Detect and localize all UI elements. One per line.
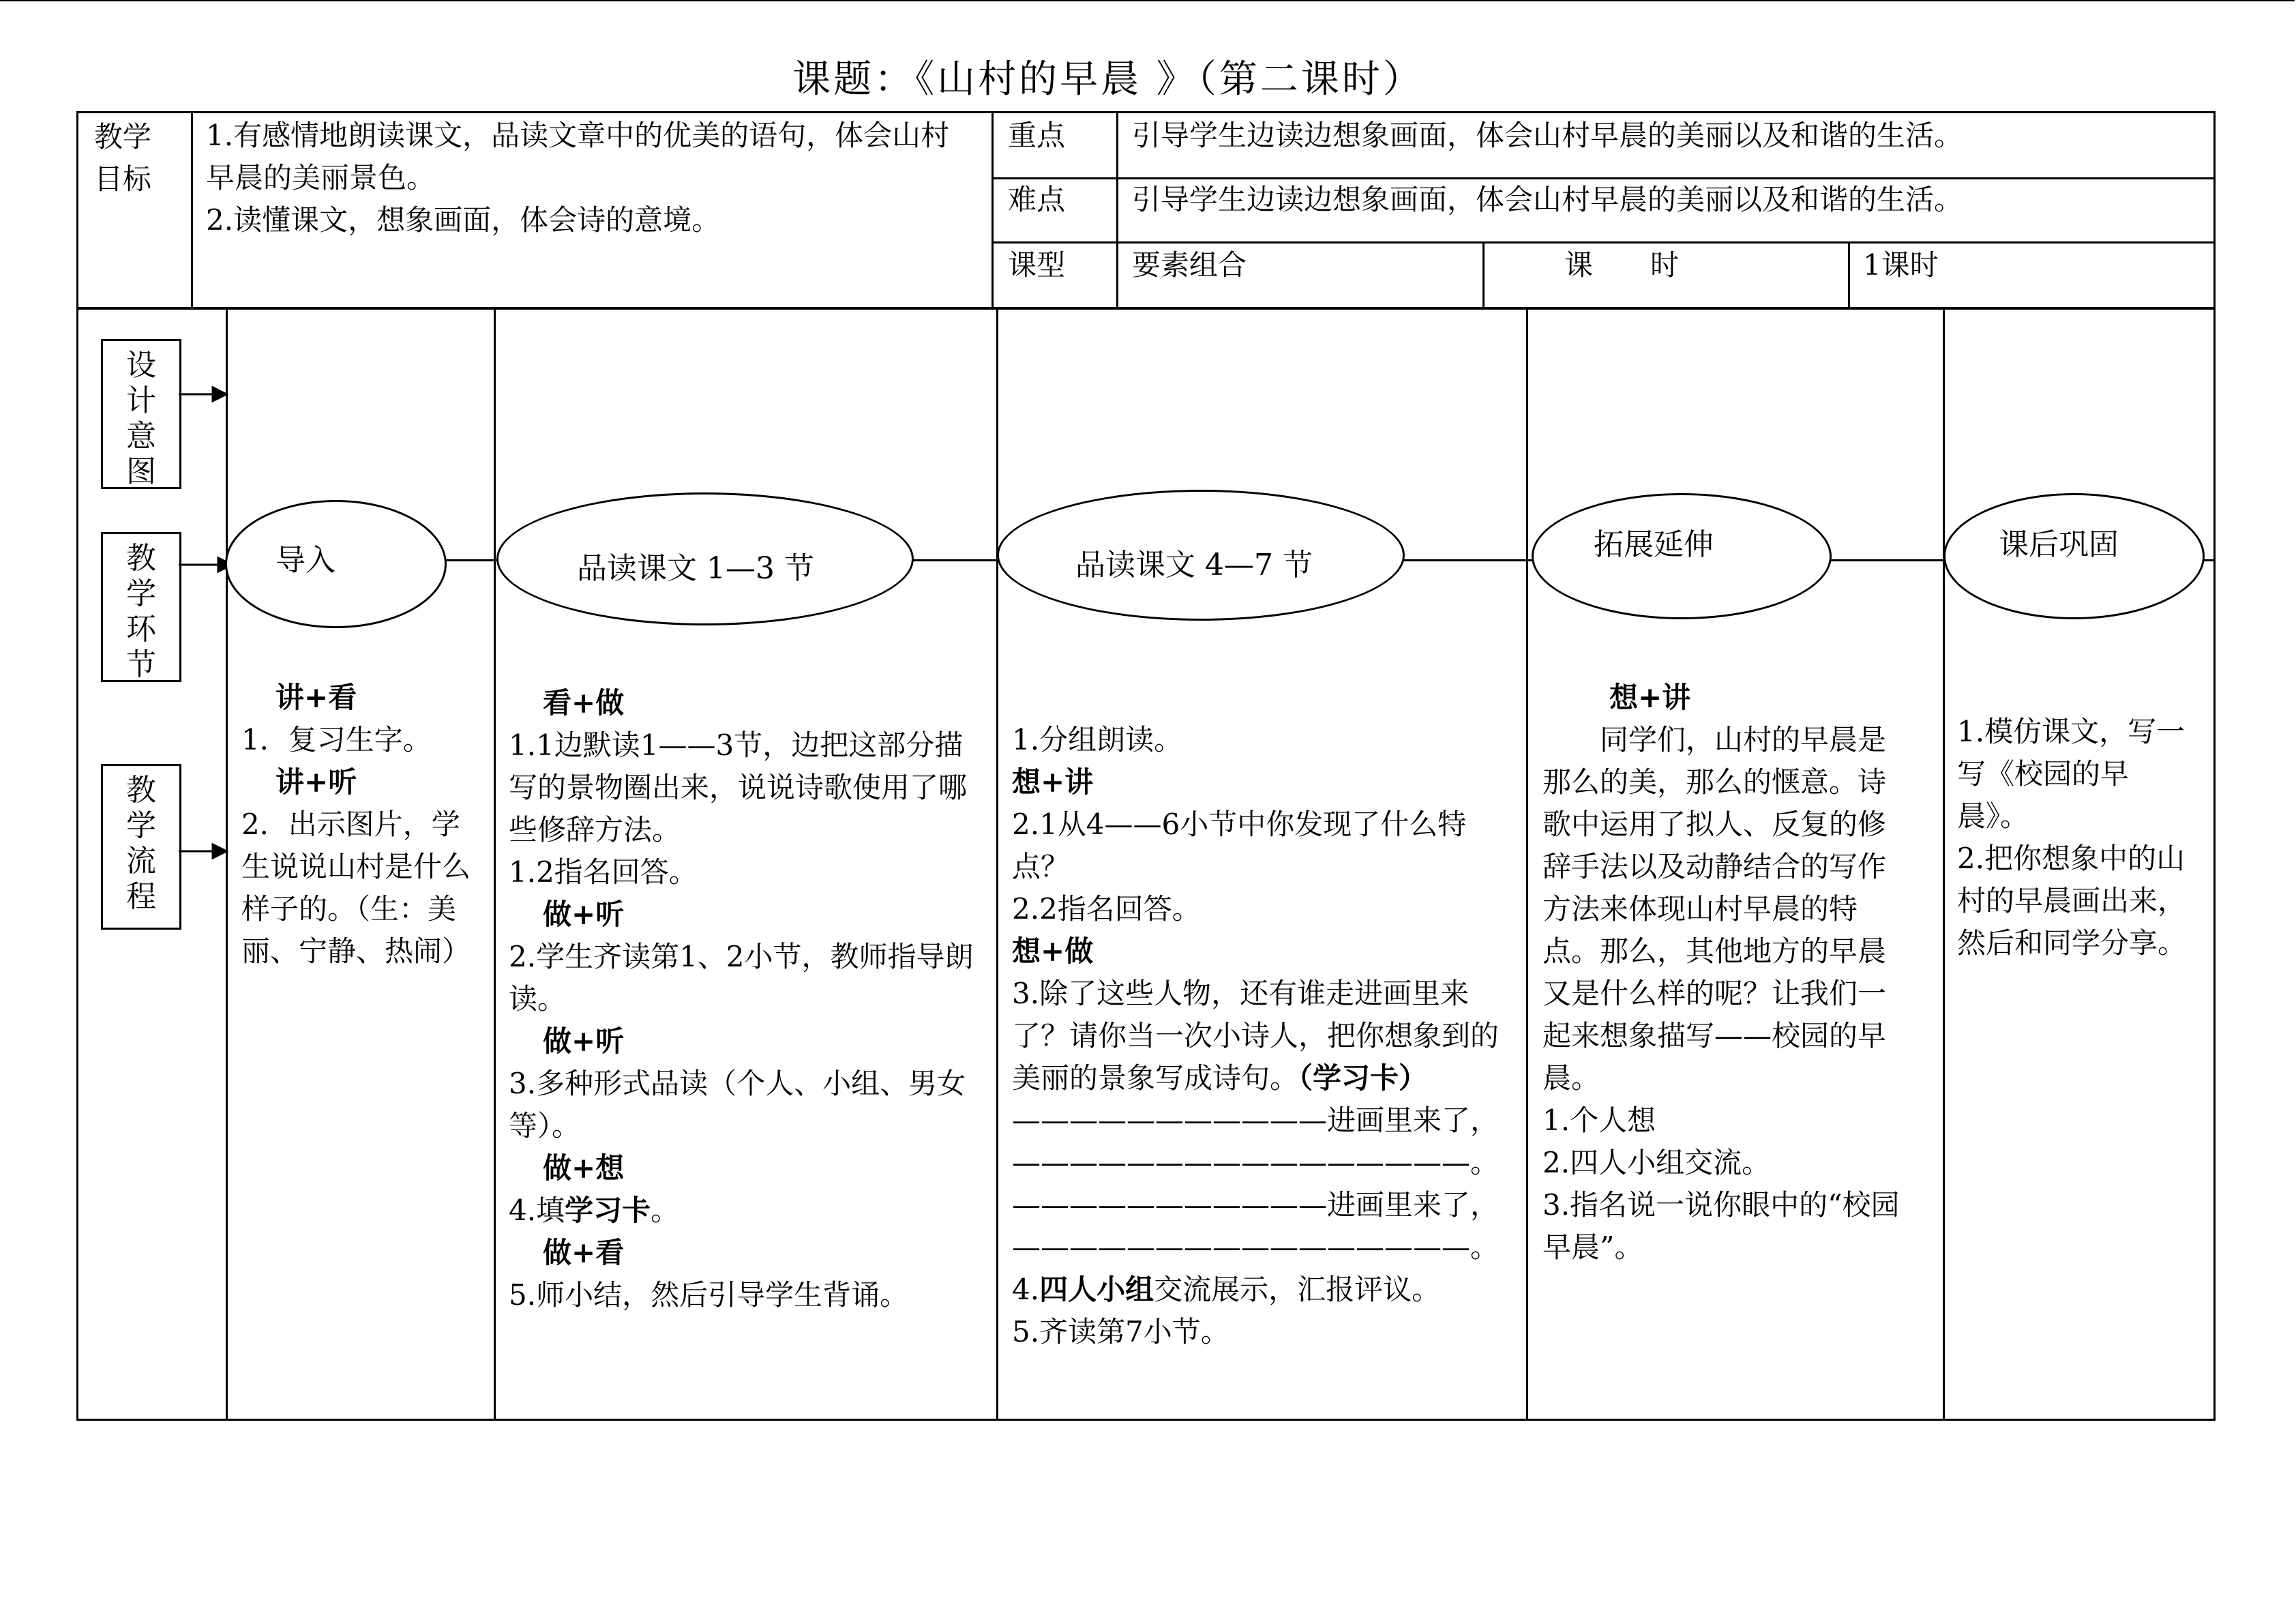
flow-step: 5.师小结，然后引导学生背诵。 <box>509 1278 909 1312</box>
stage-label-extend: 拓展延伸 <box>1594 527 1714 562</box>
flow-step-part: 。 <box>651 1194 680 1227</box>
flow-step-part: 3.除了这些人物，还有谁走进画里来了？请你当一次小诗人，把你想象到的美丽的景象写成诗句。 <box>1012 977 1500 1095</box>
goal-label: 教学目标 <box>94 120 152 196</box>
activity-heading: 想+做 <box>1012 934 1094 968</box>
col-divider-5 <box>1943 307 1945 1421</box>
goal-text-2: 2.读懂课文，想象画面，体会诗的意境。 <box>206 203 721 237</box>
header-row-line-2 <box>992 241 2216 243</box>
flow-paragraph: 同学们，山村的早晨是那么的美，那么的惬意。诗歌中运用了拟人、反复的修辞手法以及动静结合的写作方法来体现山村早晨的特点。那么，其他地方的早晨又是什么样的呢？让我们一起来想象描写——校园的早晨。 <box>1542 723 1887 1095</box>
flow-col-extend <box>1542 677 1911 1269</box>
flow-step <box>509 1190 986 1232</box>
study-card-text: 学习卡 <box>565 1194 651 1227</box>
activity-heading: 做+想 <box>543 1151 625 1185</box>
flow-step: 5.齐读第7小节。 <box>1012 1315 1229 1348</box>
flow-col-read-1 <box>509 682 986 1316</box>
stage-label-consolidate: 课后巩固 <box>1999 527 2119 562</box>
header-top-border <box>76 111 2216 113</box>
flow-col-intro <box>241 677 480 973</box>
lesson-hours-label: 课 时 <box>1564 248 1680 282</box>
difficulty-label: 难点 <box>1008 183 1066 216</box>
fill-blank-line: ———————————进画里来了， <box>1012 1104 1500 1137</box>
fill-blank-line: ———————————进画里来了， <box>1012 1188 1500 1222</box>
flow-col-read-2 <box>1012 719 1518 1353</box>
flow-step-part: 4.填 <box>509 1194 565 1227</box>
fill-blank-line: ————————————————。 <box>1012 1146 1500 1179</box>
activity-heading: 讲+听 <box>275 765 357 799</box>
flow-step: 2.2指名回答。 <box>1012 892 1201 926</box>
difficulty-text: 引导学生边读边想象画面，体会山村早晨的美丽以及和谐的生活。 <box>1132 183 1963 216</box>
stage-ellipse-intro <box>225 500 447 628</box>
lesson-type-value: 要素组合 <box>1132 248 1247 282</box>
col-divider-4 <box>1526 307 1528 1421</box>
lesson-hours-value: 1课时 <box>1863 248 1939 282</box>
flow-step: 2．出示图片，学生说说山村是什么样子的。（生：美丽、宁静、热闹） <box>241 808 471 968</box>
col-divider-2 <box>494 307 496 1421</box>
col-divider-3 <box>996 307 998 1421</box>
study-card-text: （学习卡） <box>1298 1061 1428 1095</box>
page-title: 课题：《山村的早晨 》（第二课时） <box>792 57 1424 102</box>
header-divider-3 <box>1116 111 1118 309</box>
flow-step-part: 交流展示，汇报评议。 <box>1154 1273 1441 1306</box>
key-text: 引导学生边读边想象画面，体会山村早晨的美丽以及和谐的生活。 <box>1132 119 1963 152</box>
flow-step <box>1012 1269 1518 1311</box>
arrows-layer <box>0 0 273 955</box>
table-right-border <box>2213 111 2216 1421</box>
body-bottom-border <box>76 1419 2216 1421</box>
arrow-right-icon <box>213 387 226 401</box>
flow-step: 3.多种形式品读（个人、小组、男女等）。 <box>509 1067 966 1142</box>
activity-heading: 讲+看 <box>275 681 357 714</box>
activity-heading: 看+做 <box>543 686 625 720</box>
activity-heading: 想+讲 <box>1012 765 1094 799</box>
arrow-right-icon <box>213 844 226 858</box>
flow-step: 2.1从4——6小节中你发现了什么特点？ <box>1012 808 1467 883</box>
flow-step: 1.分组朗读。 <box>1012 723 1183 756</box>
header-divider-5 <box>1848 241 1850 309</box>
activity-heading: 做+听 <box>543 1024 625 1058</box>
activity-heading: 做+看 <box>543 1236 625 1269</box>
stage-label-intro: 导入 <box>275 543 336 578</box>
teaching-stage-label: 教学环节 <box>126 541 156 682</box>
activity-heading: 做+听 <box>543 898 625 931</box>
flow-step: 1.模仿课文，写一写《校园的早晨》。 <box>1957 715 2186 833</box>
flow-step: 3.指名说一说你眼中的“校园早晨”。 <box>1542 1188 1900 1264</box>
stage-label-read-1: 品读课文 1—3 节 <box>577 551 814 586</box>
flow-step-part: 4. <box>1012 1273 1040 1306</box>
flow-step: 1.1边默读1——3节，边把这部分描写的景物圈出来，说说诗歌使用了哪些修辞方法。 <box>509 728 968 846</box>
flow-step: 1.2指名回答。 <box>509 855 698 889</box>
fill-blank-line: ————————————————。 <box>1012 1230 1500 1264</box>
lesson-type-label: 课型 <box>1008 248 1066 282</box>
flow-step: 1.个人想 <box>1542 1104 1656 1137</box>
stage-label-read-2: 品读课文 4—7 节 <box>1075 548 1313 582</box>
flow-step: 2.四人小组交流。 <box>1542 1146 1771 1179</box>
flow-step: 2.把你想象中的山村的早晨画出来，然后和同学分享。 <box>1957 842 2187 960</box>
header-divider-4 <box>1482 241 1485 309</box>
header-bottom-border <box>76 307 2216 310</box>
activity-heading: 想+讲 <box>1609 681 1691 714</box>
design-intent-label: 设计意图 <box>126 348 156 489</box>
group-text: 四人小组 <box>1039 1273 1154 1306</box>
flow-step: 1．复习生字。 <box>241 723 432 756</box>
flow-col-consolidate <box>1957 711 2192 964</box>
flow-step: 2.学生齐读第1、2小节，教师指导朗读。 <box>509 940 974 1016</box>
key-label: 重点 <box>1008 119 1066 152</box>
page-top-edge <box>0 0 2295 1</box>
teaching-flow-label: 教学流程 <box>126 773 156 914</box>
flow-step <box>1012 973 1518 1099</box>
goal-text-1: 1.有感情地朗读课文，品读文章中的优美的语句，体会山村早晨的美丽景色。 <box>206 119 950 194</box>
header-divider-2 <box>992 111 994 309</box>
